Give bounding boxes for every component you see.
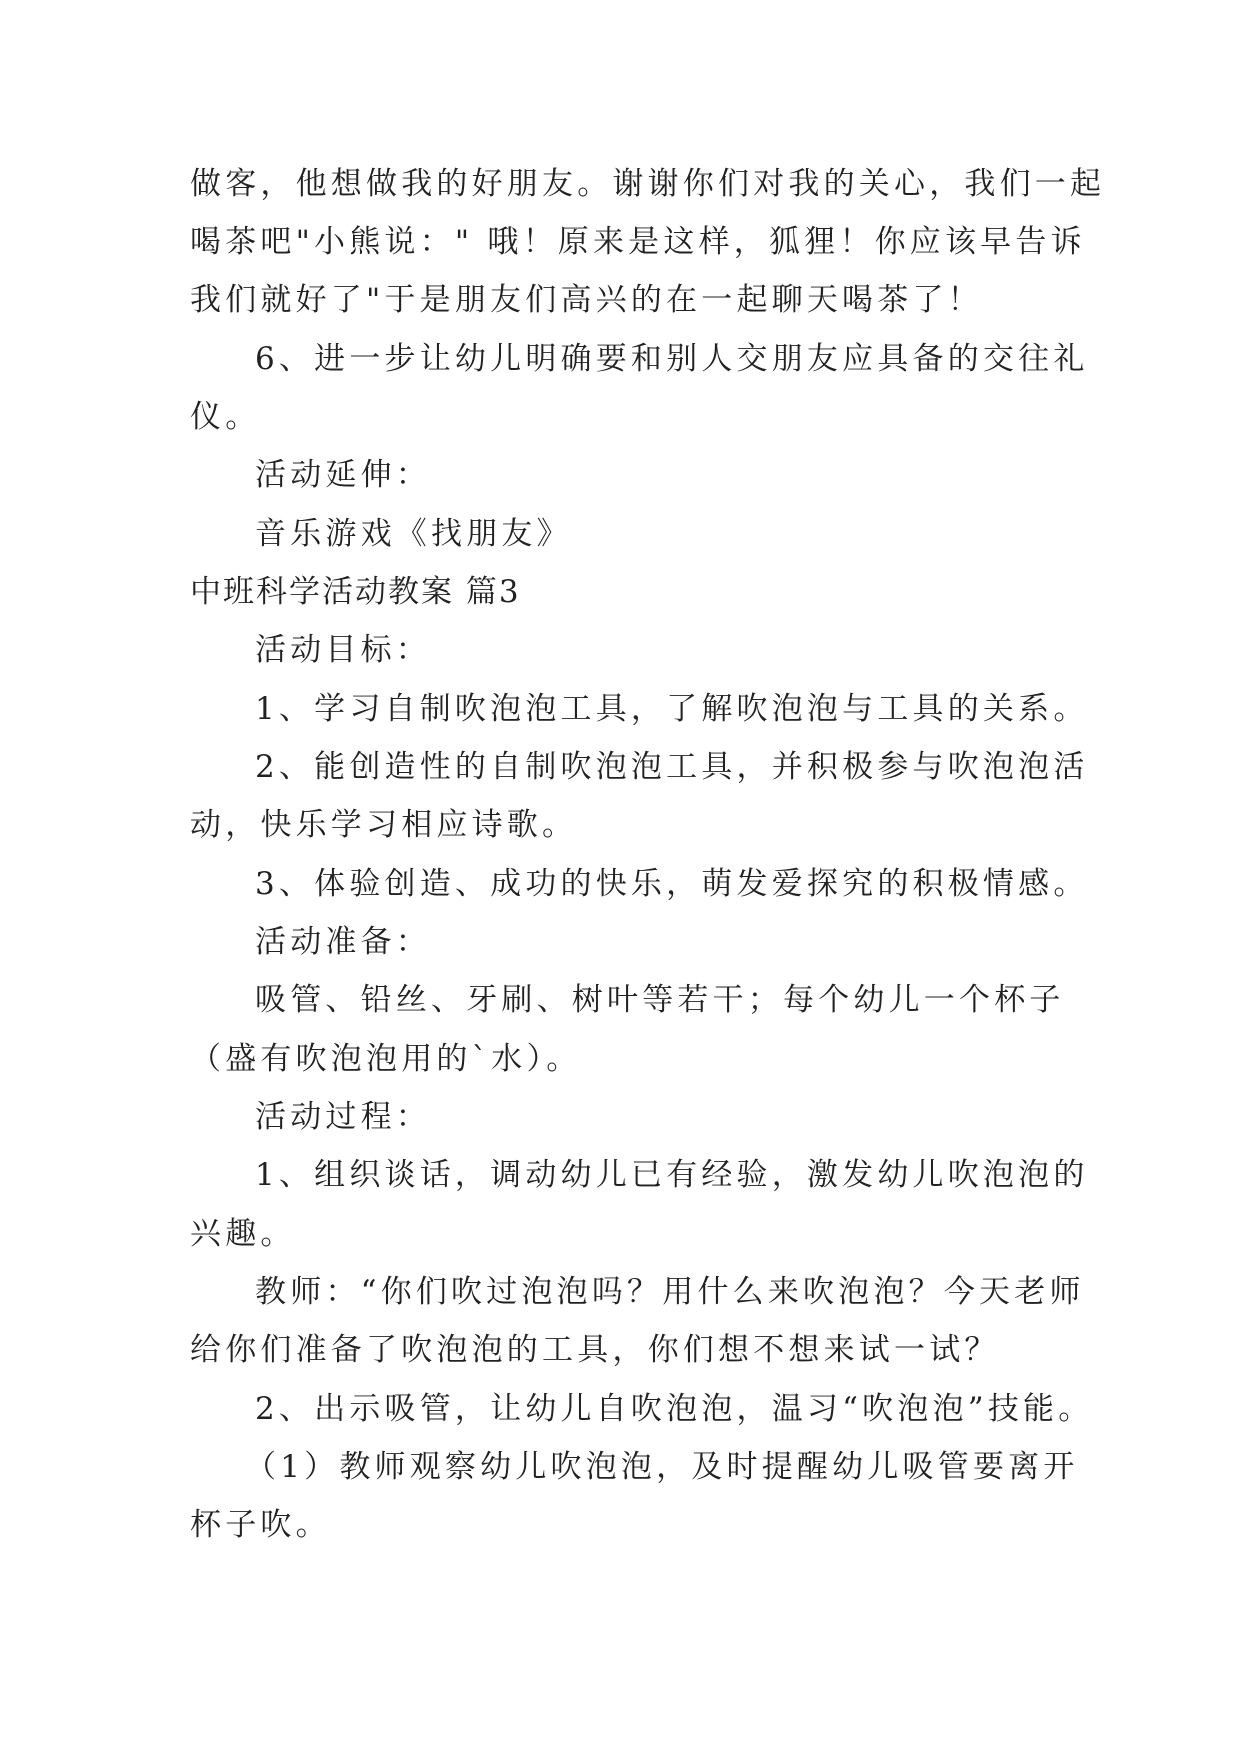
text-line: 1、学习自制吹泡泡工具，了解吹泡泡与工具的关系。 bbox=[255, 691, 1089, 727]
text-line: 音乐游戏《找朋友》 bbox=[255, 516, 572, 552]
text-line: 我们就好了"于是朋友们高兴的在一起聊天喝茶了！ bbox=[190, 282, 983, 318]
section-heading: 活动准备： bbox=[255, 924, 431, 960]
text-line: 2、能创造性的自制吹泡泡工具，并积极参与吹泡泡活 bbox=[255, 749, 1089, 785]
section-heading: 活动过程： bbox=[255, 1099, 431, 1135]
text-line: 吸管、铅丝、牙刷、树叶等若干；每个幼儿一个杯子 bbox=[255, 982, 1065, 1018]
text-line: 给你们准备了吹泡泡的工具，你们想不想来试一试？ bbox=[190, 1332, 1000, 1368]
text-line: 1、组织谈话，调动幼儿已有经验，激发幼儿吹泡泡的 bbox=[255, 1157, 1089, 1193]
text-line: （盛有吹泡泡用的`水）。 bbox=[190, 1041, 582, 1077]
text-line: 3、体验创造、成功的快乐，萌发爱探究的积极情感。 bbox=[255, 866, 1089, 902]
text-line: 教师：“你们吹过泡泡吗？用什么来吹泡泡？今天老师 bbox=[255, 1274, 1085, 1310]
text-line: 动，快乐学习相应诗歌。 bbox=[190, 807, 578, 843]
section-title: 中班科学活动教案 篇3 bbox=[190, 574, 521, 610]
text-line: （1）教师观察幼儿吹泡泡，及时提醒幼儿吸管要离开 bbox=[245, 1449, 1079, 1485]
text-line: 6、进一步让幼儿明确要和别人交朋友应具备的交往礼 bbox=[255, 341, 1089, 377]
section-heading: 活动目标： bbox=[255, 632, 431, 668]
text-line: 杯子吹。 bbox=[190, 1507, 331, 1543]
text-line: 2、出示吸管，让幼儿自吹泡泡，温习“吹泡泡”技能。 bbox=[255, 1391, 1094, 1427]
text-line: 喝茶吧"小熊说：" 哦！原来是这样，狐狸！你应该早告诉 bbox=[190, 224, 1086, 260]
text-line: 兴趣。 bbox=[190, 1216, 296, 1252]
text-line: 做客，他想做我的好朋友。谢谢你们对我的关心，我们一起 bbox=[190, 166, 1106, 202]
section-heading: 活动延伸： bbox=[255, 457, 431, 493]
text-line: 仪。 bbox=[190, 399, 261, 435]
